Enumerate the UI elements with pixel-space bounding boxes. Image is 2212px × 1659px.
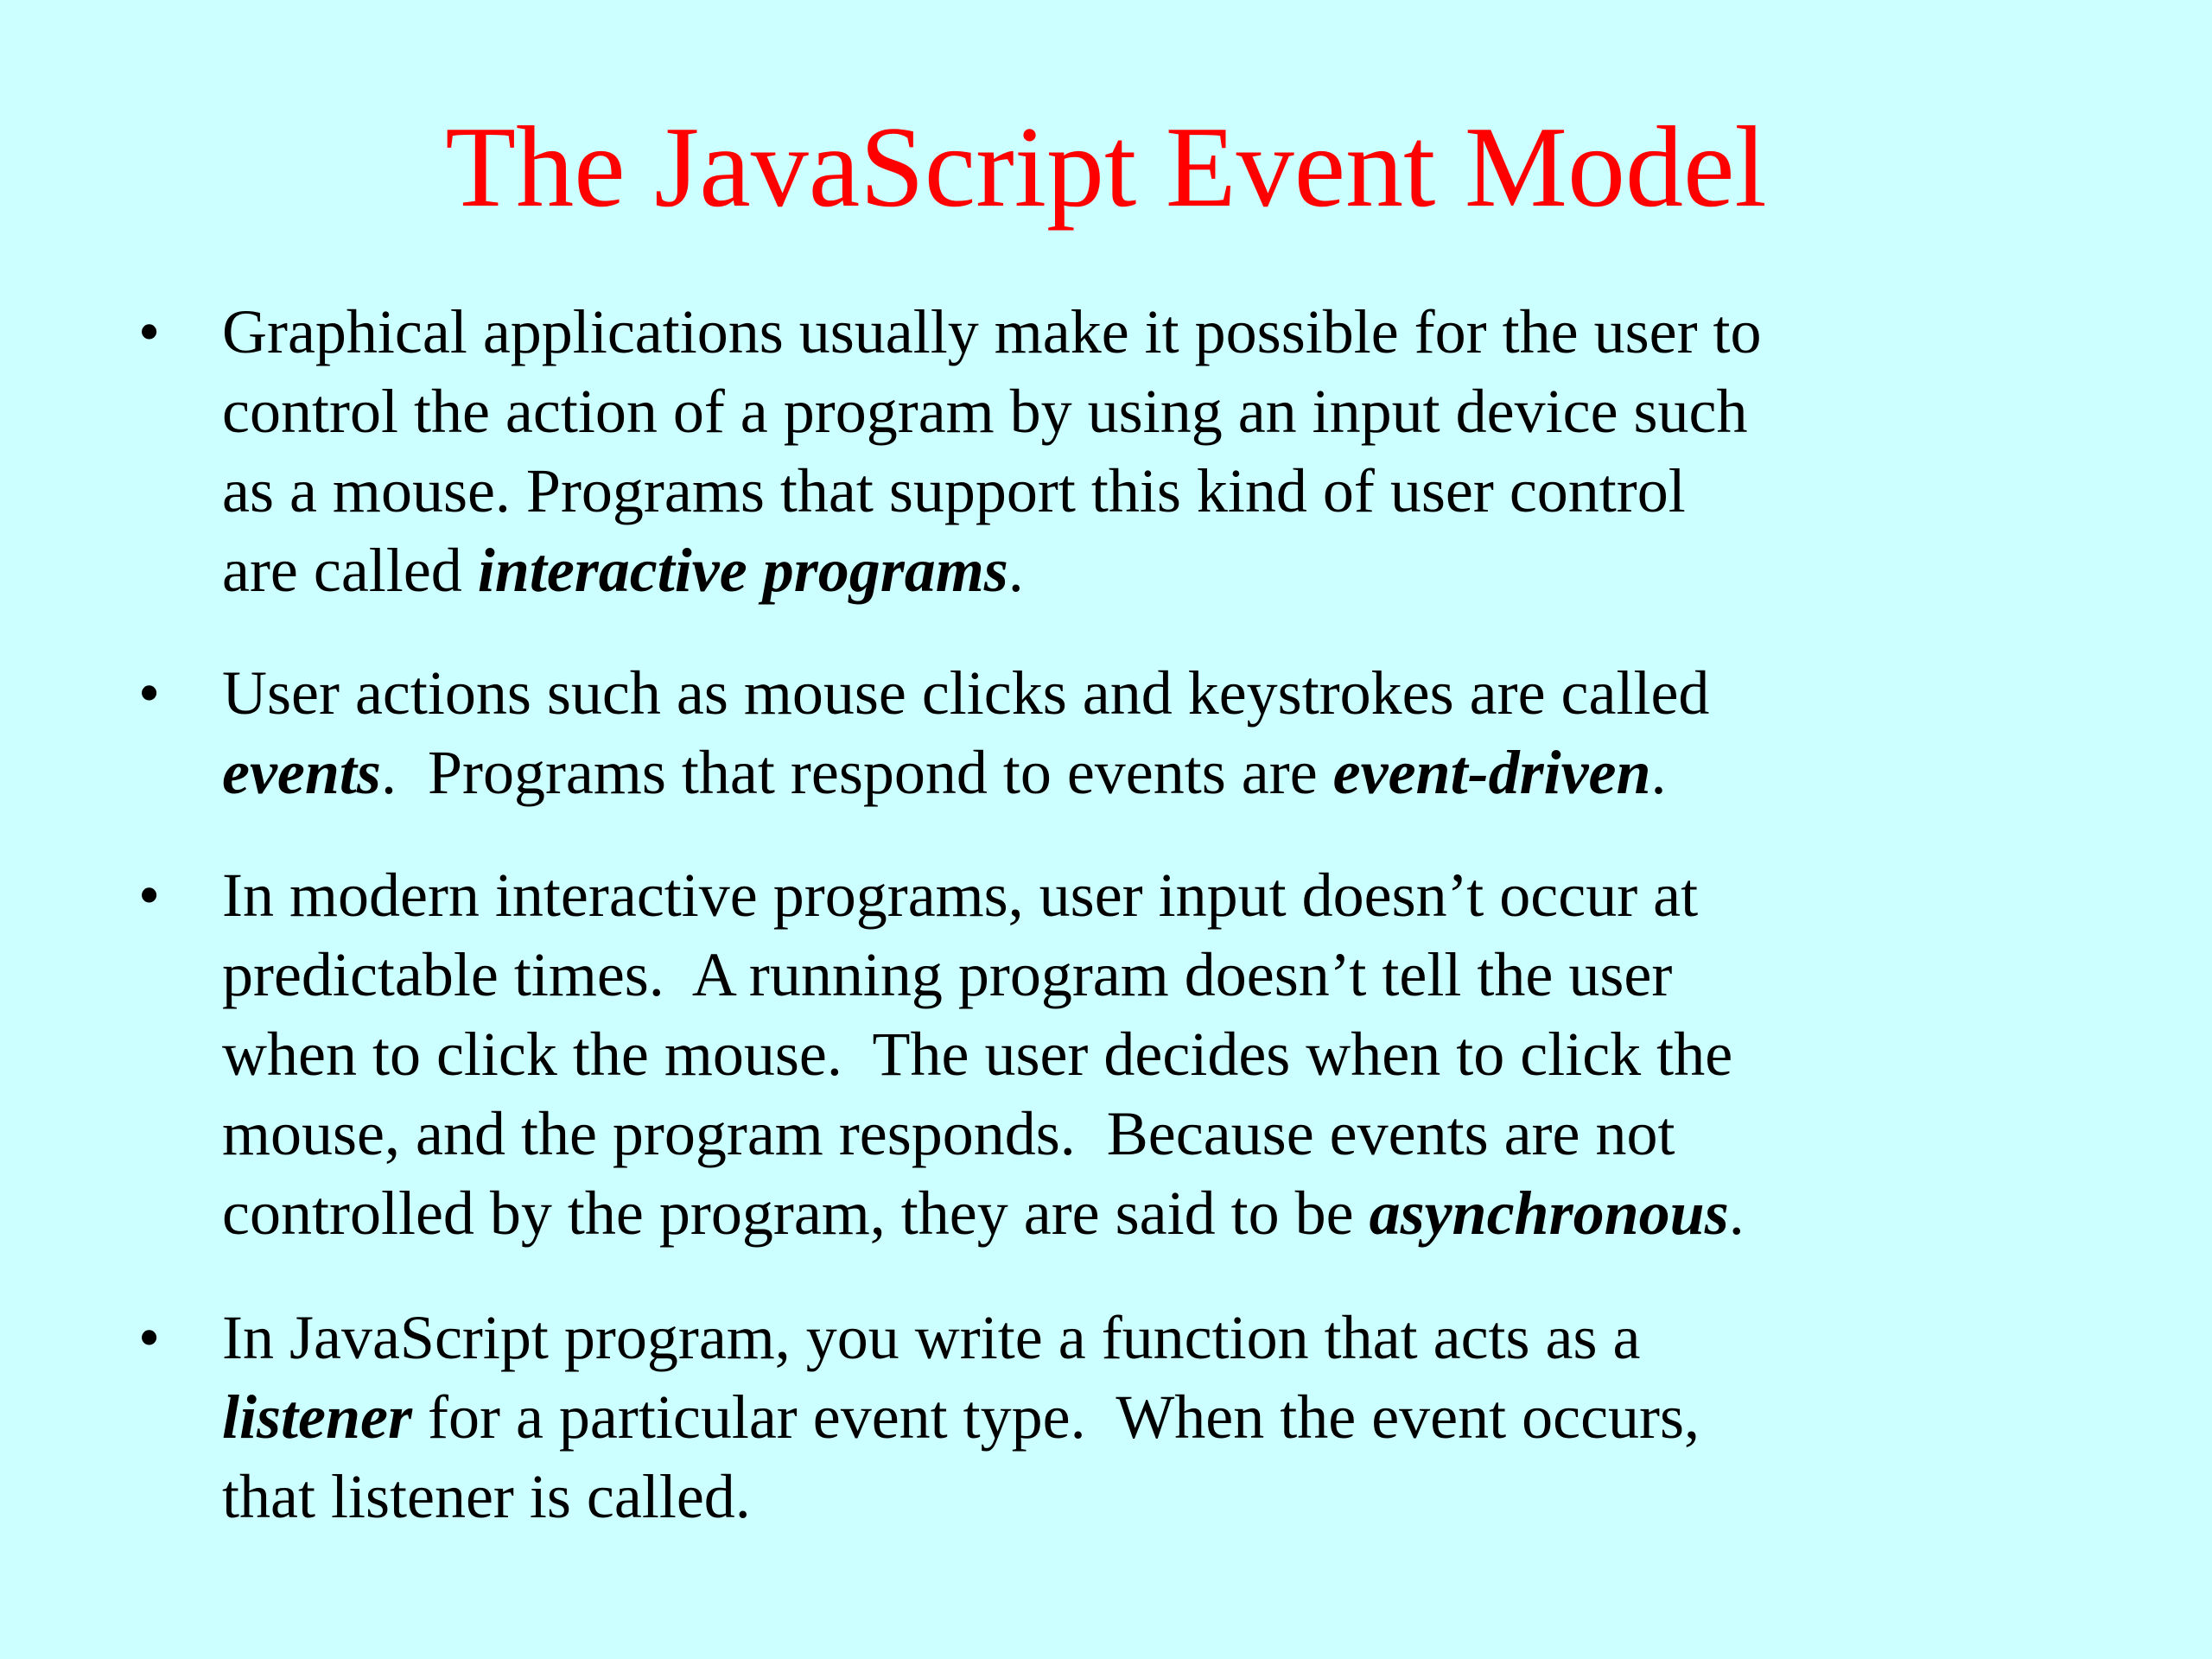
bullet-text xyxy=(222,1298,2106,1536)
text-run: are called xyxy=(222,536,478,605)
key-term: event-driven xyxy=(1332,738,1651,807)
text-line xyxy=(222,653,2106,733)
bullet-marker: • xyxy=(138,861,161,930)
text-line xyxy=(222,1298,2106,1377)
bullet-marker: • xyxy=(138,658,161,728)
bullet-marker: • xyxy=(138,297,161,366)
text-run: predictable times. A running program doesn’t tell the user xyxy=(222,940,1673,1009)
text-run: . xyxy=(1007,536,1024,605)
key-term: interactive programs xyxy=(477,536,1008,605)
key-term: asynchronous xyxy=(1369,1179,1729,1248)
text-run: . xyxy=(1728,1179,1745,1248)
bullet-text xyxy=(222,292,2106,610)
text-run: User actions such as mouse clicks and keystrokes are called xyxy=(222,658,1710,728)
text-line xyxy=(222,372,2106,451)
text-line xyxy=(222,531,2106,610)
text-run: Graphical applications usually make it possible for the user to xyxy=(222,297,1762,366)
text-line xyxy=(222,292,2106,372)
text-line xyxy=(222,1014,2106,1094)
text-line xyxy=(222,1173,2106,1253)
text-line xyxy=(222,1094,2106,1173)
text-line xyxy=(222,1457,2106,1536)
text-run: controlled by the program, they are said to be xyxy=(222,1179,1370,1248)
key-term: events xyxy=(222,738,381,807)
text-run: control the action of a program by using an input device such xyxy=(222,377,1748,446)
text-run: as a mouse. Programs that support this kind of user control xyxy=(222,456,1686,525)
text-run: for a particular event type. When the event occurs, xyxy=(412,1382,1700,1452)
key-term: listener xyxy=(222,1382,413,1452)
bullet-text xyxy=(222,653,2106,812)
text-line xyxy=(222,1377,2106,1457)
text-run: In modern interactive programs, user input doesn’t occur at xyxy=(222,861,1699,930)
text-run: mouse, and the program responds. Because events are not xyxy=(222,1099,1675,1168)
slide-title: The JavaScript Event Model xyxy=(445,103,1767,231)
text-line xyxy=(222,733,2106,812)
text-line xyxy=(222,855,2106,935)
text-line xyxy=(222,935,2106,1014)
text-run: when to click the mouse. The user decides when to click the xyxy=(222,1020,1733,1089)
text-run: In JavaScript program, you write a function that acts as a xyxy=(222,1303,1641,1372)
bullet-text xyxy=(222,855,2106,1253)
text-run: . xyxy=(1650,738,1667,807)
text-run: that listener is called. xyxy=(222,1462,751,1531)
bullet-marker: • xyxy=(138,1303,161,1372)
text-run: . Programs that respond to events are xyxy=(380,738,1333,807)
text-line xyxy=(222,451,2106,531)
